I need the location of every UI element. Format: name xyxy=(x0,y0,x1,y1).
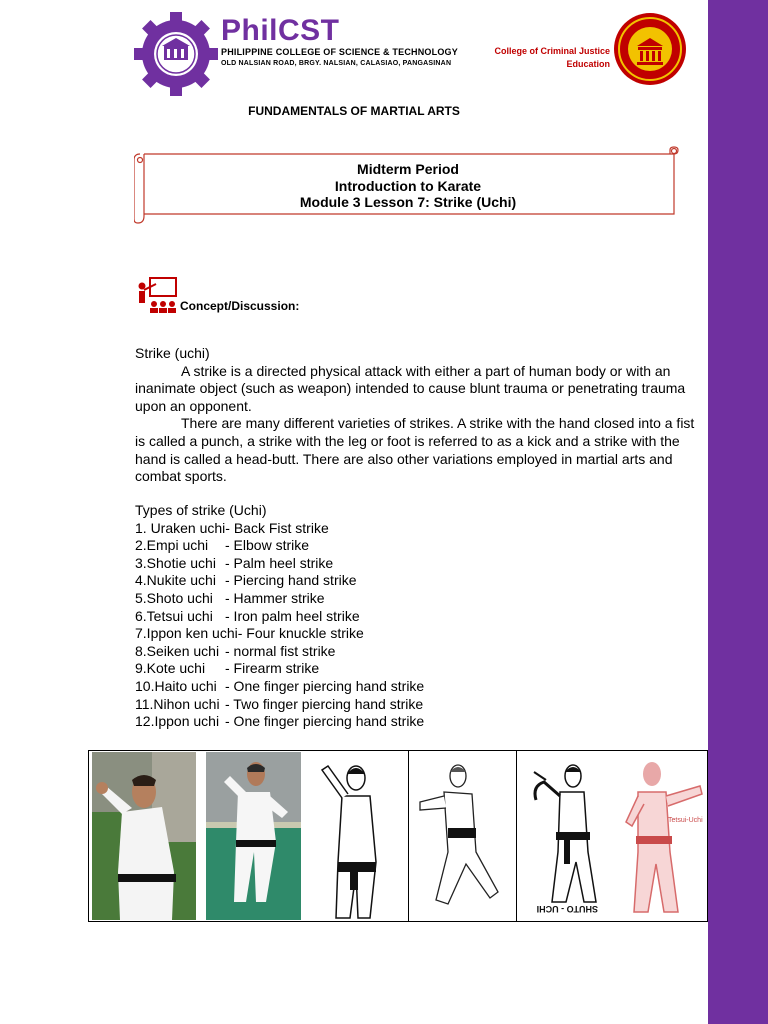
types-heading: Types of strike (Uchi) xyxy=(135,502,267,518)
lesson-body xyxy=(135,345,695,486)
list-item: 1. Uraken uchi- Back Fist strike xyxy=(135,519,329,536)
school-name: PHILIPPINE COLLEGE OF SCIENCE & TECHNOLOGY xyxy=(221,47,458,57)
list-item: 4.Nukite uchi - Piercing hand strike xyxy=(135,572,357,589)
shuto-uchi-drawing xyxy=(522,752,612,920)
teacher-classroom-icon xyxy=(136,276,180,314)
brand-name: PhilCST xyxy=(221,14,340,47)
body-paragraph-1: A strike is a directed physical attack with either a part of human body or with an inanimate object (such as weapon) intended to cause blunt trauma or penetrating trauma upon an opponent. xyxy=(135,362,686,414)
list-item: 9.Kote uchi - Firearm strike xyxy=(135,660,320,677)
college-line-1: College of Criminal Justice xyxy=(494,46,610,56)
tetsui-uchi-drawing xyxy=(616,752,706,920)
uraken-uchi-photo xyxy=(92,752,196,920)
shuto-label: SHUTO - UCHI xyxy=(536,904,598,914)
school-address: OLD NALSIAN ROAD, BRGY. NALSIAN, CALASIAO, PANGASINAN xyxy=(221,60,452,67)
banner-period: Midterm Period xyxy=(357,161,459,177)
list-item: 8.Seiken uchi - normal fist strike xyxy=(135,642,336,659)
banner-module: Module 3 Lesson 7: Strike (Uchi) xyxy=(299,194,517,210)
list-item: 6.Tetsui uchi - Iron palm heel strike xyxy=(135,607,360,624)
nukite-uchi-drawing xyxy=(414,752,510,920)
list-item: 10.Haito uchi - One finger piercing hand strike xyxy=(135,677,425,694)
course-title: FUNDAMENTALS OF MARTIAL ARTS xyxy=(248,104,460,118)
shotie-uchi-drawing xyxy=(312,752,402,920)
college-name xyxy=(480,45,610,71)
list-item: 11.Nihon uchi - Two finger piercing hand strike xyxy=(135,695,424,712)
list-item: 3.Shotie uchi - Palm heel strike xyxy=(135,554,334,571)
list-item: 2.Empi uchi - Elbow strike xyxy=(135,537,310,554)
concept-discussion-label: Concept/Discussion: xyxy=(180,299,300,313)
karate-image-strip xyxy=(88,750,708,922)
college-seal-icon xyxy=(613,12,687,86)
purple-side-bar xyxy=(708,0,768,1024)
body-heading: Strike (uchi) xyxy=(135,345,210,361)
list-item: 7.Ippon ken uchi- Four knuckle strike xyxy=(135,625,364,642)
college-line-2: Education xyxy=(566,59,610,69)
banner-topic: Introduction to Karate xyxy=(334,177,482,194)
body-paragraph-2: There are many different varieties of strikes. A strike with the hand closed into a fist is called a punch, a strike with the leg or foot is referred to as a kick and a strike with the hand is called a head-butt. There are also other variations employed in martial arts and combat sports. xyxy=(135,415,695,485)
lesson-banner xyxy=(134,161,682,211)
philcst-gear-logo-icon xyxy=(134,12,218,96)
tetsui-label: Tetsui-Uchi xyxy=(668,817,703,824)
empi-uchi-photo xyxy=(206,752,301,920)
strike-types-list xyxy=(135,502,424,731)
list-item: 5.Shoto uchi - Hammer strike xyxy=(135,589,325,606)
list-item: 12.Ippon uchi - One finger piercing hand strike xyxy=(135,713,425,730)
